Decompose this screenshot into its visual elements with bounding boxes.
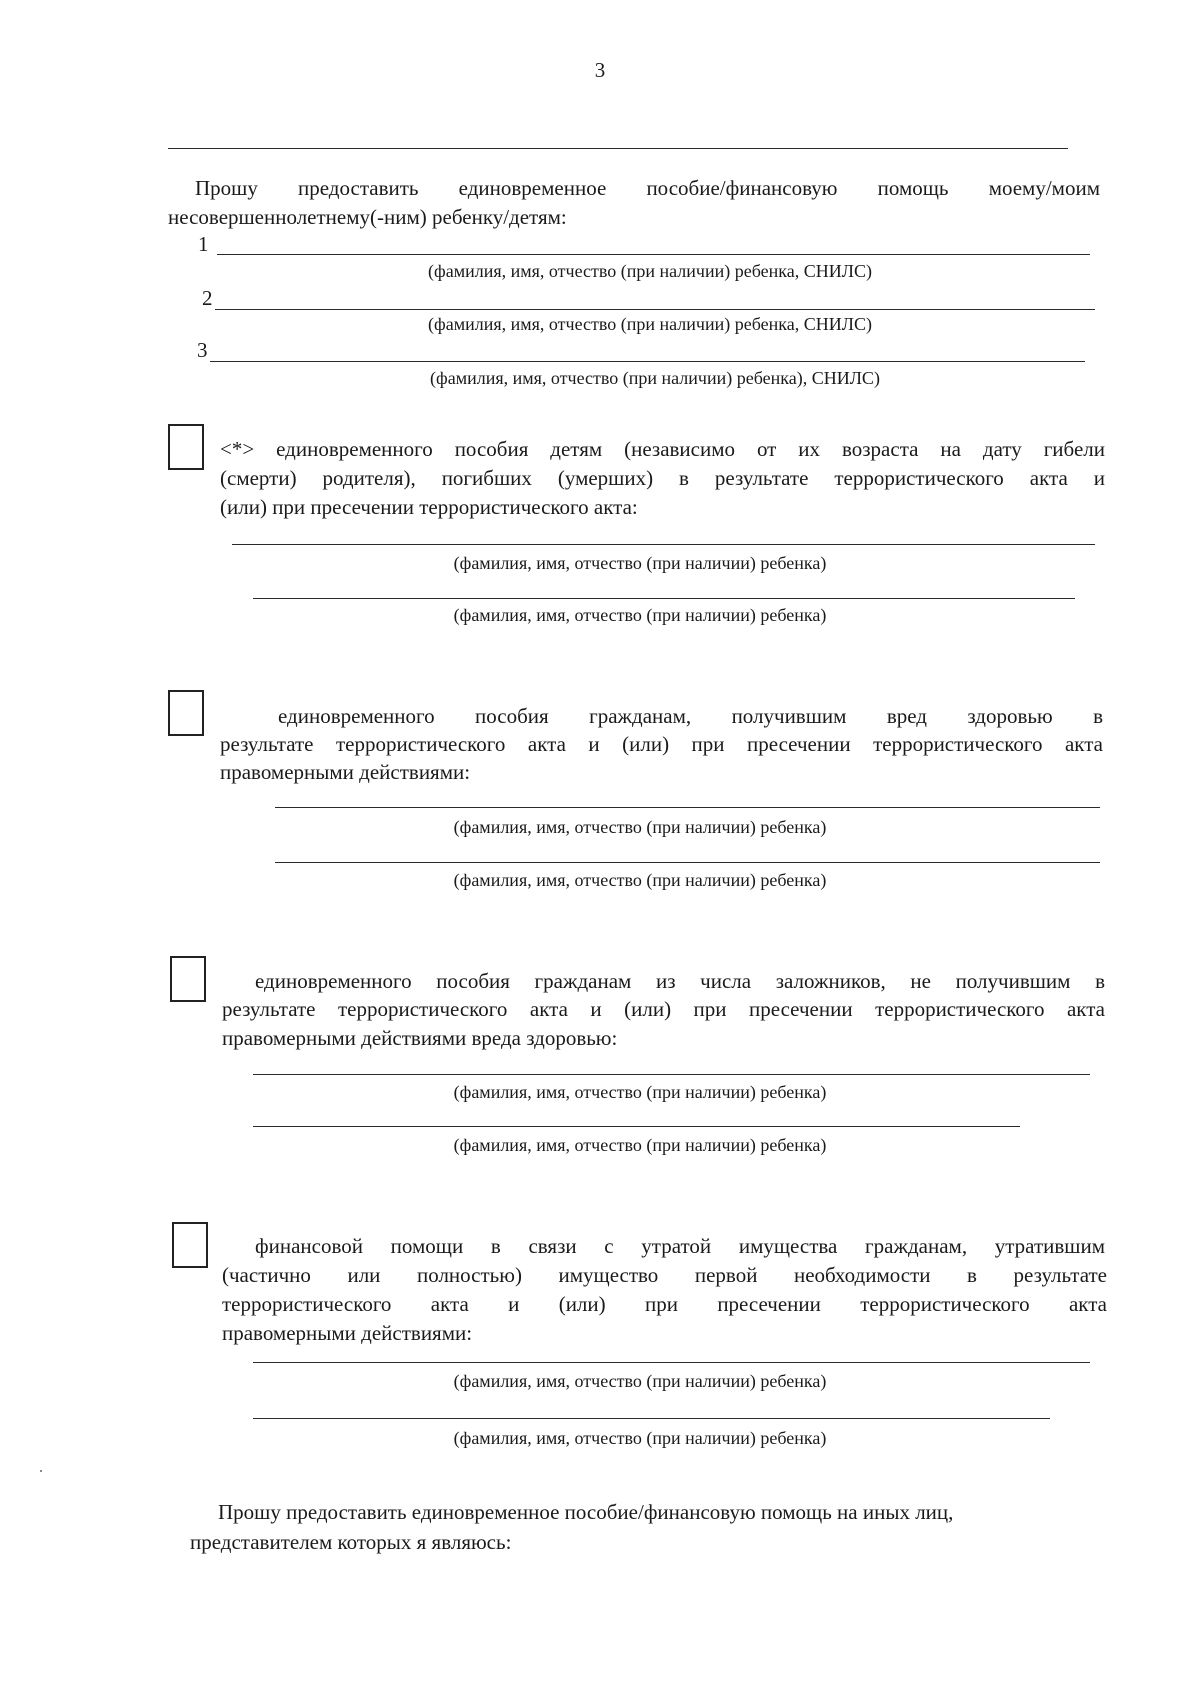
child-2-caption: (фамилия, имя, отчество (при наличии) ребенка, СНИЛС): [428, 314, 872, 334]
option-3-name-field-1[interactable]: [253, 1074, 1090, 1075]
child-3-number: 3: [197, 338, 208, 362]
option-1-line-1: <*> единовременного пособия детям (независимо от их возраста на дату гибели: [220, 437, 1105, 461]
option-2-line-2: результате террористического акта и (или) при пресечении террористического акта: [220, 732, 1103, 756]
option-3-name-field-2[interactable]: [253, 1126, 1020, 1127]
intro-line-2: несовершеннолетнему(-ним) ребенку/детям:: [168, 205, 567, 229]
child-3-caption: (фамилия, имя, отчество (при наличии) ребенка), СНИЛС): [430, 368, 880, 388]
option-4-name-field-1[interactable]: [253, 1362, 1090, 1363]
option-2-name-field-2[interactable]: [275, 862, 1100, 863]
option-3-caption-1: (фамилия, имя, отчество (при наличии) ребенка): [453, 1082, 827, 1102]
child-2-number: 2: [202, 286, 213, 310]
option-1-line-2: (смерти) родителя), погибших (умерших) в результате террористического акта и: [220, 466, 1105, 490]
option-4-caption-1: (фамилия, имя, отчество (при наличии) ребенка): [453, 1371, 827, 1391]
scan-speck: [40, 1470, 42, 1472]
top-separator-line: [168, 148, 1068, 149]
child-3-name-field[interactable]: [210, 361, 1085, 362]
option-2-caption-1: (фамилия, имя, отчество (при наличии) ребенка): [453, 817, 827, 837]
option-1-checkbox[interactable]: [168, 424, 204, 470]
option-1-name-field-1[interactable]: [232, 544, 1095, 545]
option-3-checkbox[interactable]: [170, 956, 206, 1002]
option-4-line-1: финансовой помощи в связи с утратой имущества гражданам, утратившим: [255, 1234, 1105, 1258]
option-4-caption-2: (фамилия, имя, отчество (при наличии) ребенка): [453, 1428, 827, 1448]
child-1-name-field[interactable]: [217, 254, 1090, 255]
option-1-caption-2: (фамилия, имя, отчество (при наличии) ребенка): [453, 605, 827, 625]
option-2-checkbox[interactable]: [168, 690, 204, 736]
child-2-name-field[interactable]: [215, 309, 1095, 310]
option-1-line-3: (или) при пресечении террористического акта:: [220, 495, 638, 519]
option-3-caption-2: (фамилия, имя, отчество (при наличии) ребенка): [453, 1135, 827, 1155]
option-4-line-4: правомерными действиями:: [222, 1321, 473, 1345]
intro-line-1: Прошу предоставить единовременное пособие/финансовую помощь моему/моим: [195, 176, 1100, 200]
child-1-number: 1: [198, 232, 209, 256]
page-number: 3: [594, 58, 606, 82]
option-2-caption-2: (фамилия, имя, отчество (при наличии) ребенка): [453, 870, 827, 890]
outro-line-2: представителем которых я являюсь:: [190, 1530, 512, 1554]
option-1-caption-1: (фамилия, имя, отчество (при наличии) ребенка): [453, 553, 827, 573]
option-4-checkbox[interactable]: [172, 1222, 208, 1268]
option-3-line-3: правомерными действиями вреда здоровью:: [222, 1026, 618, 1050]
option-2-name-field-1[interactable]: [275, 807, 1100, 808]
option-4-line-3: террористического акта и (или) при пресечении террористического акта: [222, 1292, 1107, 1316]
option-1-name-field-2[interactable]: [253, 598, 1075, 599]
option-4-line-2: (частично или полностью) имущество первой необходимости в результате: [222, 1263, 1107, 1287]
child-1-caption: (фамилия, имя, отчество (при наличии) ребенка, СНИЛС): [428, 261, 872, 281]
outro-line-1: Прошу предоставить единовременное пособие/финансовую помощь на иных лиц,: [218, 1500, 954, 1524]
option-4-name-field-2[interactable]: [253, 1418, 1050, 1419]
option-2-line-1: единовременного пособия гражданам, получившим вред здоровью в: [278, 704, 1103, 728]
option-3-line-1: единовременного пособия гражданам из числа заложников, не получившим в: [255, 969, 1105, 993]
option-2-line-3: правомерными действиями:: [220, 760, 471, 784]
option-3-line-2: результате террористического акта и (или) при пресечении террористического акта: [222, 997, 1105, 1021]
